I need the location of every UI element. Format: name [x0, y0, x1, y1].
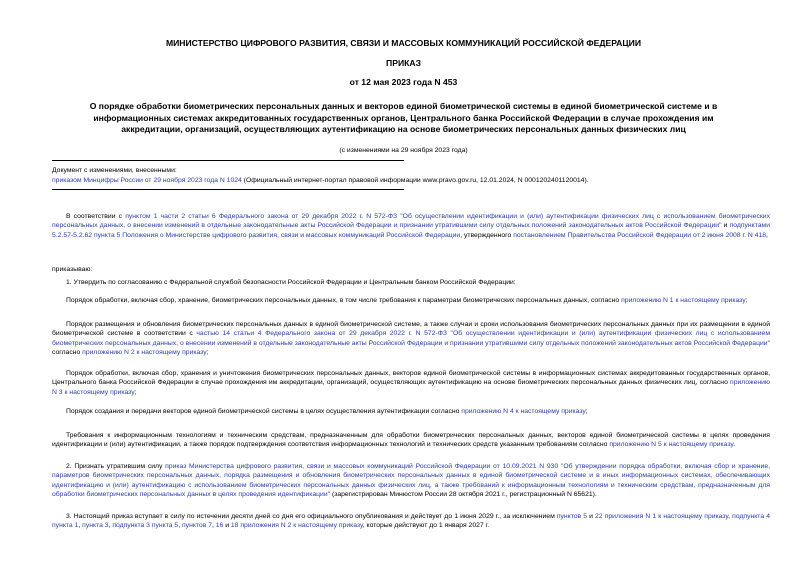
preamble-text: и: [721, 222, 730, 230]
item-text: , которые действуют до 1 января 2027 г.: [362, 522, 490, 530]
appendix-2-subpoint-3-link[interactable]: подпункта 3 пункта 5: [112, 522, 179, 530]
appendix-1-point-5-link[interactable]: пунктов 5: [556, 513, 588, 520]
item-text: ,: [108, 522, 113, 530]
order-930-link[interactable]: приказ Министерства цифрового развития, связи и массовых коммуникаций Российской Федерации от 10.09.2021 N 930 "Об утверждении порядка обработки, включая сбор и хранение, параметров биометрических персональных данных, порядка размещения и обновления биометрических персональных данных в единой биометрической системе и в иных информационных системах, обеспечивающих идентификацию и (или) аутентификацию с использованием биометрических персональных данных физических лиц, а также требований к информационным технологиям и техническим средствам, предназначенным для обработки биометрических персональных данных в целях проведения идентификации": [52, 463, 771, 499]
amending-order-link[interactable]: приказом Минцифры России от 29 ноября 2023 года N 1024: [52, 177, 242, 184]
ministry-heading: МИНИСТЕРСТВО ЦИФРОВОГО РАЗВИТИЯ, СВЯЗИ И МАССОВЫХ КОММУНИКАЦИЙ РОССИЙСКОЙ ФЕДЕРАЦИИ: [165, 38, 642, 48]
law-572-link[interactable]: пунктом 1 части 2 статьи 6 Федерального закона от 29 декабря 2022 г. N 572-ФЗ "Об осуществлении идентификации и (или) аутентификации физических лиц с использованием биометрических персональных данных, о внесении изменений в отдельные законодательные акты Российской Федерации и признании утратившими силу отдельных положений законодательных актов Российской Федерации": [52, 213, 771, 230]
item-text: ,: [78, 522, 83, 530]
appendix-2-point-3-link[interactable]: пункта 3: [82, 522, 109, 530]
item-text: ,: [211, 522, 216, 530]
item-text: Порядок обработки, включая сбор, хранение, биометрических персональных данных, в том числе требования к параметрам биометрических персональных данных, согласно: [66, 297, 622, 304]
item-text: и: [223, 522, 231, 530]
appendix-3-link[interactable]: приложению N 3 к настоящему приказу: [52, 379, 770, 396]
item-text: ;: [745, 297, 748, 304]
changes-bottom-rule: [52, 189, 404, 190]
preamble-text: В соответствии с: [66, 213, 126, 220]
changes-note-text: (Официальный интернет-портал правовой информации www.pravo.gov.ru, 12.01.2024, N 0001202401120014).: [241, 177, 589, 184]
doc-type-heading: ПРИКАЗ: [386, 58, 421, 68]
changes-label: Документ с изменениями, внесенными:: [52, 167, 177, 174]
law-572-part-14-link[interactable]: частью 14 статьи 4 Федерального закона от 29 декабря 2022 г. N 572-ФЗ "Об осуществлении идентификации и (или) аутентификации физических лиц с использованием биометрических персональных данных, о внесении изменений в отдельные законодательные акты Российской Федерации и признании утратившими силу отдельных положений законодательных актов Российской Федерации": [52, 330, 770, 347]
document-title: О порядке обработки биометрических персональных данных и векторов единой биометрической системы в единой биометрической системе и в информационных системах аккредитованных государственных органов, Центрального банка Российской Федерации в случае прохождения им аккредитации, организаций, осуществляющих аутентификацию на основе биометрических персональных данных физических лиц: [89, 101, 718, 134]
appendix-2-link[interactable]: приложению N 2 к настоящему приказу: [82, 349, 207, 357]
paragraph-2: [52, 462, 770, 500]
appendix-1-item: [52, 296, 770, 305]
item-text: ,: [178, 522, 182, 530]
preamble-text: ,: [766, 231, 768, 239]
amendment-note: (с изменениями на 29 ноября 2023 года): [339, 147, 468, 154]
preamble-paragraph: [52, 212, 770, 240]
appendix-2-point-18-link[interactable]: 18 приложения N 2 к настоящему приказу: [230, 522, 363, 530]
appendix-1-link[interactable]: приложению N 1 к настоящему приказу: [621, 297, 746, 304]
item-text: ;: [585, 408, 588, 415]
paragraph-3: [52, 512, 770, 531]
item-text: .: [733, 441, 736, 449]
changes-note: [52, 176, 772, 185]
appendix-2-subpoint-4-link[interactable]: подпункта 4 пункта 1: [52, 513, 770, 530]
preamble-text: , утвержденного: [460, 231, 514, 239]
item-text: Порядок создания и передачи векторов единой биометрической системы в целях осуществления аутентификации согласно: [66, 408, 462, 415]
changes-top-rule: [52, 160, 404, 161]
item-text: ,: [728, 513, 733, 520]
appendix-4-link[interactable]: приложению N 4 к настоящему приказу: [461, 408, 586, 415]
item-text: согласно: [52, 349, 83, 357]
item-text: (зарегистрирован Минюстом России 28 октября 2021 г., регистрационный N 65621).: [330, 491, 597, 499]
government-decree-link[interactable]: постановлением Правительства Российской Федерации от 2 июня 2008 г. N 418: [513, 231, 767, 239]
paragraph-1: 1. Утвердить по согласованию с Федеральной службой безопасности Российской Федерации и Центральным банком Российской Федерации:: [66, 279, 516, 286]
appendix-5-link[interactable]: приложению N 5 к настоящему приказу: [609, 441, 734, 449]
appendix-1-point-22-link[interactable]: 22 приложения N 1 к настоящему приказу: [595, 513, 729, 520]
item-text: ;: [134, 388, 137, 396]
appendix-5-item: [52, 431, 770, 450]
item-text: 2. Признать утратившим силу: [66, 463, 166, 470]
item-text: Требования к информационным технологиям и техническим средствам, предназначенным для обработки биометрических персональных данных, векторов единой биометрической системы в целях проведения идентификации и (или) аутентификации, а также порядок подтверждения соответствия информационных технологий и технических средств указанным требованиям согласно: [52, 432, 770, 449]
appendix-2-point-7-link[interactable]: пунктов 7: [182, 522, 212, 530]
item-text: 3. Настоящий приказ вступает в силу по истечении десяти дней со дня его официального опубликования и действует до 1 июня 2029 г., за исключением: [66, 513, 557, 520]
item-text: ;: [206, 349, 209, 357]
ministry-regulation-link[interactable]: подпунктами 5.2.57-5.2.62 пункта 5 Положения о Министерстве цифрового развития, связи и массовых коммуникаций Российской Федерации: [52, 222, 771, 239]
doc-date-number: от 12 мая 2023 года N 453: [349, 77, 458, 87]
item-text: Порядок обработки, включая сбор, хранения и уничтожения биометрических персональных данных, векторов единой биометрической системы в информационных системах аккредитованных государственных органов, Центрального банка Российской Федерации в случае прохождения им аккредитации, организаций, осуществляющих аутентификацию на основе биометрических персональных данных физических лиц, согласно: [52, 370, 770, 387]
appendix-2-point-16-link[interactable]: 16: [215, 522, 224, 530]
appendix-4-item: [52, 407, 770, 416]
orders-line: приказываю:: [52, 266, 93, 273]
item-text: Порядок размещения и обновления биометрических персональных данных в единой биометрической системе, а также случаи и сроки использования биометрических персональных данных при их размещении в единой биометрической системе в соответствии с: [52, 321, 770, 338]
item-text: и: [587, 513, 596, 520]
appendix-3-item: [52, 369, 770, 397]
appendix-2-item: [52, 320, 770, 358]
